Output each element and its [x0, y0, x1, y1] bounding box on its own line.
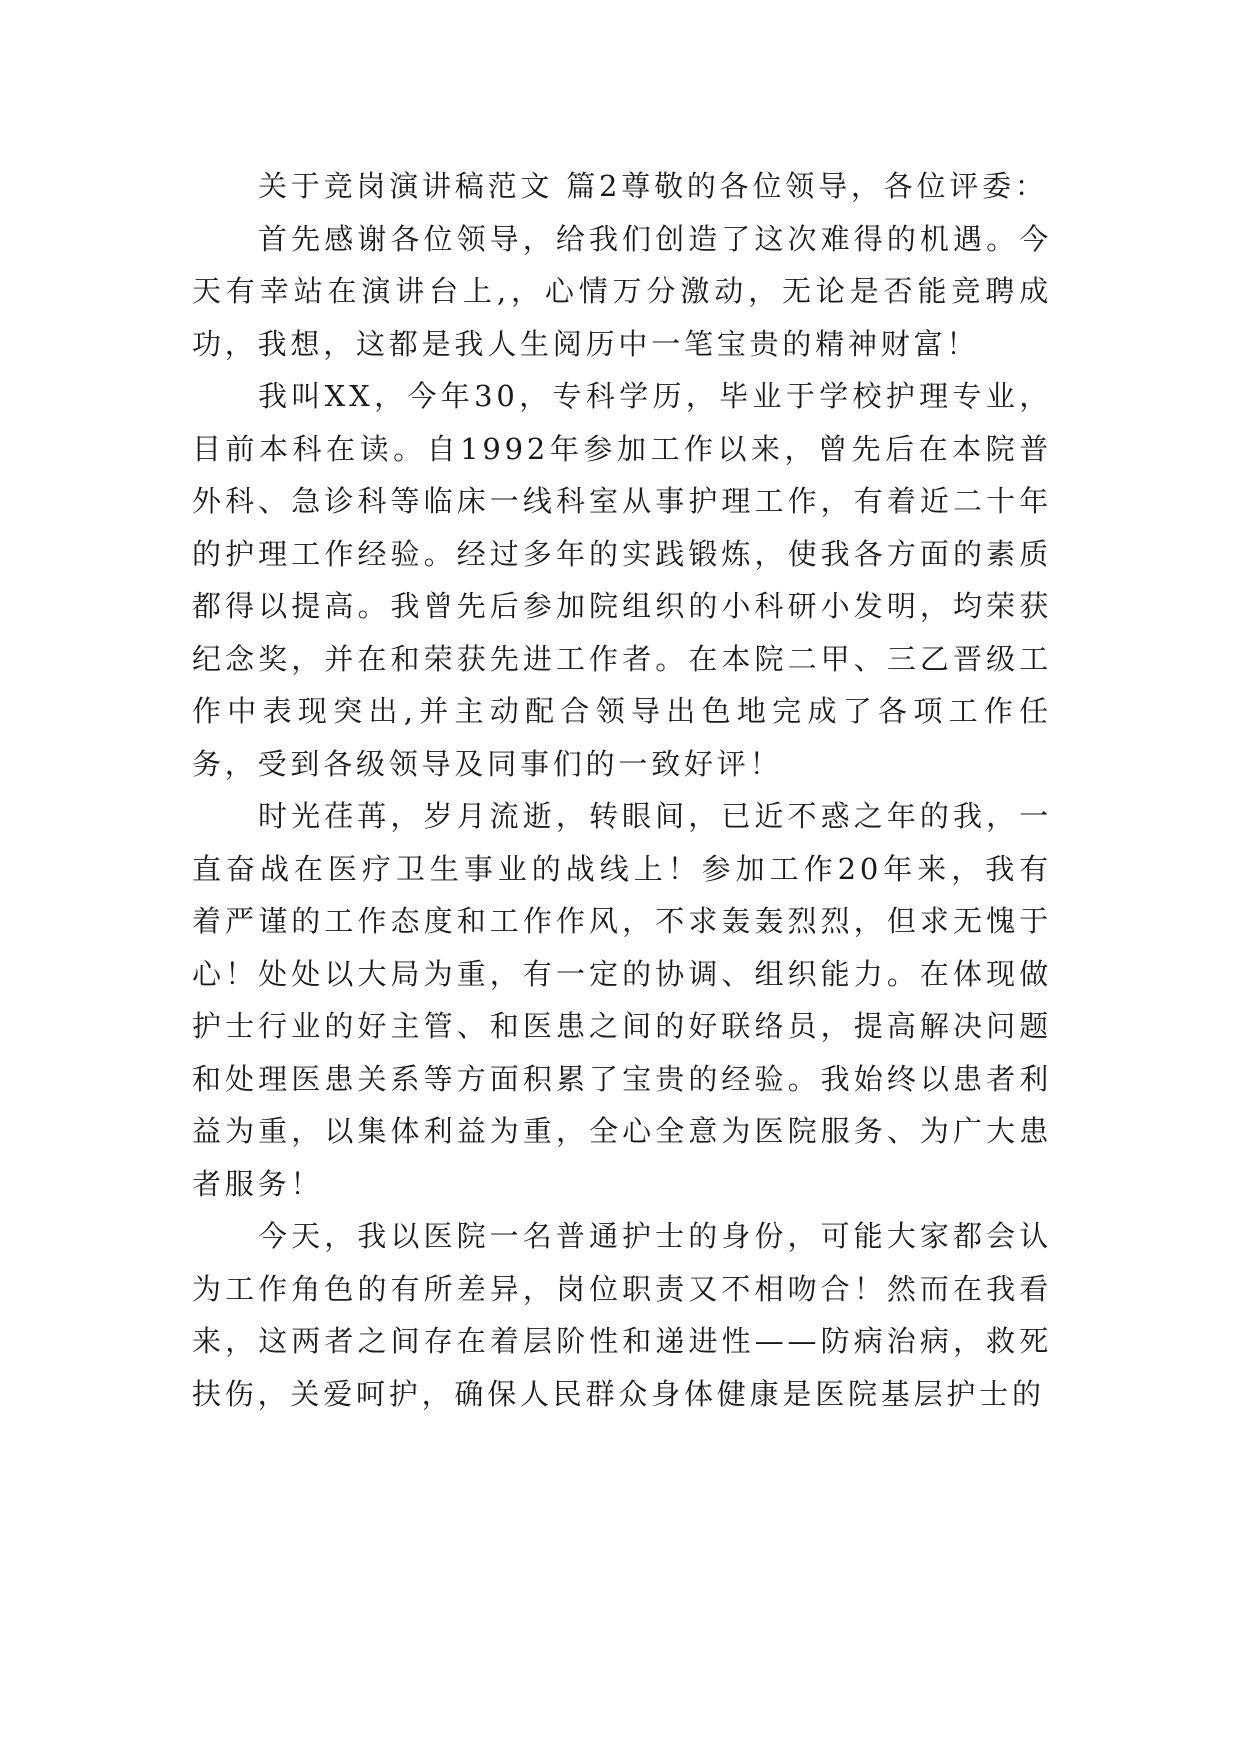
document-body — [192, 160, 1052, 1420]
paragraph-today: 今天，我以医院一名普通护士的身份，可能大家都会认为工作角色的有所差异，岗位职责又不相吻合！然而在我看来，这两者之间存在着层阶性和递进性——防病治病，救死扶伤，关爱呵护，确保人民群众身体健康是医院基层护士的 — [192, 1219, 1052, 1411]
paragraph-career: 时光荏苒，岁月流逝，转眼间，已近不惑之年的我，一直奋战在医疗卫生事业的战线上！参加工作20年来，我有着严谨的工作态度和工作作风，不求轰轰烈烈，但求无愧于心！处处以大局为重，有一定的协调、组织能力。在体现做护士行业的好主管、和医患之间的好联络员，提高解决问题和处理医患关系等方面积累了宝贵的经验。我始终以患者利益为重，以集体利益为重，全心全意为医院服务、为广大患者服务！ — [192, 799, 1052, 1201]
paragraph-title-greeting: 关于竞岗演讲稿范文 篇2尊敬的各位领导，各位评委： — [258, 169, 1048, 203]
paragraph-thanks: 首先感谢各位领导，给我们创造了这次难得的机遇。今天有幸站在演讲台上,，心情万分激动，无论是否能竞聘成功，我想，这都是我人生阅历中一笔宝贵的精神财富！ — [192, 221, 1052, 361]
paragraph-self-intro: 我叫XX，今年30，专科学历，毕业于学校护理专业，目前本科在读。自1992年参加工作以来，曾先后在本院普外科、急诊科等临床一线科室从事护理工作，有着近二十年的护理工作经验。经过多年的实践锻炼，使我各方面的素质都得以提高。我曾先后参加院组织的小科研小发明，均荣获纪念奖，并在和荣获先进工作者。在本院二甲、三乙晋级工作中表现突出,并主动配合领导出色地完成了各项工作任务，受到各级领导及同事们的一致好评！ — [192, 379, 1052, 781]
